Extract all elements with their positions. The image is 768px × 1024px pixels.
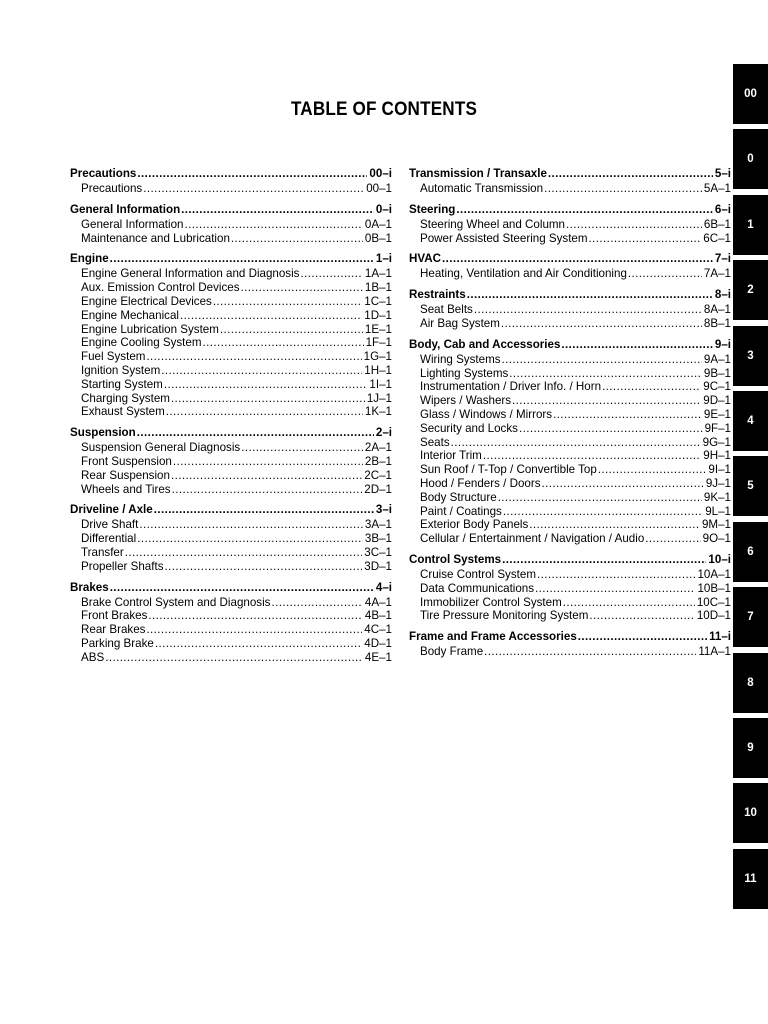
toc-item-steering-wheel-and-column[interactable] — [409, 218, 731, 232]
dot-leader — [589, 609, 694, 622]
toc-page-number: 9E–1 — [703, 407, 731, 421]
dot-leader — [171, 392, 365, 405]
toc-item-front-brakes[interactable] — [70, 609, 392, 623]
dot-leader — [512, 394, 701, 407]
section-tab-8[interactable]: 8 — [733, 653, 768, 713]
toc-section-restraints — [409, 288, 731, 331]
dot-leader — [143, 182, 364, 195]
toc-item-suspension-general-diagnosis[interactable] — [70, 441, 392, 455]
section-tab-3[interactable]: 3 — [733, 326, 768, 386]
dot-leader — [501, 317, 702, 330]
dot-leader — [165, 560, 363, 573]
toc-page-number: 9F–1 — [704, 421, 731, 435]
toc-entry-label: Lighting Systems — [420, 366, 509, 380]
toc-entry-label: Immobilizer Control System — [420, 595, 562, 609]
dot-leader — [203, 336, 364, 349]
toc-entry-label: Driveline / Axle — [70, 503, 153, 517]
toc-section-general-information — [70, 203, 392, 246]
toc-section-engine — [70, 252, 392, 419]
dot-leader — [553, 408, 702, 421]
section-tab-1[interactable]: 1 — [733, 195, 768, 255]
dot-leader — [529, 518, 700, 531]
toc-page-number: 0–i — [375, 202, 392, 216]
toc-page-number: 9I–1 — [708, 463, 731, 477]
toc-page-number: 4–i — [375, 580, 392, 594]
toc-item-cellular-entertainment-navigation-audio[interactable] — [409, 532, 731, 546]
toc-entry-label: Seat Belts — [420, 303, 473, 317]
toc-page-number: 4C–1 — [364, 623, 392, 637]
dot-leader — [241, 441, 363, 454]
toc-page-number: 1K–1 — [364, 405, 392, 419]
dot-leader — [509, 367, 702, 380]
toc-entry-label: Paint / Coatings — [420, 504, 502, 518]
toc-entry-label: Charging System — [81, 391, 170, 405]
dot-leader — [166, 405, 363, 418]
dot-leader — [148, 609, 363, 622]
dot-leader — [125, 546, 363, 559]
section-tab-2[interactable]: 2 — [733, 260, 768, 320]
dot-leader — [173, 455, 363, 468]
toc-item-ignition-system[interactable] — [70, 364, 392, 378]
toc-page-number: 1G–1 — [363, 350, 392, 364]
toc-heading-body-cab-and-accessories[interactable] — [409, 338, 731, 352]
section-tab-0[interactable]: 0 — [733, 129, 768, 189]
dot-leader — [598, 463, 707, 476]
toc-entry-label: Body Frame — [420, 645, 484, 659]
toc-entry-label: Restraints — [409, 288, 466, 302]
toc-page-number: 4A–1 — [364, 595, 392, 609]
dot-leader — [110, 252, 374, 265]
toc-entry-label: Body Structure — [420, 490, 497, 504]
toc-page-number: 2–i — [375, 426, 392, 440]
toc-right-column — [409, 167, 731, 666]
dot-leader — [220, 323, 363, 336]
toc-item-maintenance-and-lubrication[interactable] — [70, 232, 392, 246]
toc-entry-label: Wheels and Tires — [81, 482, 171, 496]
toc-item-engine-general-information-and-diagnosis[interactable] — [70, 267, 392, 281]
dot-leader — [241, 281, 363, 294]
section-tab-9[interactable]: 9 — [733, 718, 768, 778]
toc-entry-label: Tire Pressure Monitoring System — [420, 609, 589, 623]
toc-page-number: 3C–1 — [364, 545, 392, 559]
toc-entry-label: Engine Electrical Devices — [81, 294, 212, 308]
toc-item-general-information[interactable] — [70, 218, 392, 232]
toc-page-number: 00–i — [369, 167, 392, 180]
toc-page-number: 3B–1 — [364, 532, 392, 546]
toc-page-number: 6B–1 — [703, 217, 731, 231]
toc-page-number: 9B–1 — [703, 366, 731, 380]
toc-entry-label: General Information — [70, 202, 181, 216]
toc-item-body-structure[interactable] — [409, 491, 731, 505]
toc-page-number: 1I–1 — [369, 377, 392, 391]
toc-entry-label: Interior Trim — [420, 449, 482, 463]
toc-page-number: 9C–1 — [703, 380, 731, 394]
toc-page-number: 00–1 — [366, 182, 392, 195]
dot-leader — [105, 651, 363, 664]
toc-page-number: 9K–1 — [703, 490, 731, 504]
toc-page-number: 11–i — [709, 630, 731, 644]
dot-leader — [146, 350, 361, 363]
toc-page-number: 1B–1 — [364, 281, 392, 295]
toc-entry-label: Fuel System — [81, 350, 146, 364]
toc-heading-hvac[interactable] — [409, 252, 731, 266]
toc-heading-general-information[interactable] — [70, 203, 392, 217]
toc-item-immobilizer-control-system[interactable] — [409, 596, 731, 610]
toc-entry-label: Aux. Emission Control Devices — [81, 281, 240, 295]
toc-entry-label: Hood / Fenders / Doors — [420, 476, 541, 490]
toc-item-fuel-system[interactable] — [70, 350, 392, 364]
toc-page-number: 1–i — [375, 252, 392, 266]
section-tab-4[interactable]: 4 — [733, 391, 768, 451]
toc-entry-label: Precautions — [70, 167, 137, 180]
toc-section-frame-and-frame-accessories — [409, 630, 731, 659]
toc-page-number: 8B–1 — [703, 316, 731, 330]
toc-entry-label: Differential — [81, 532, 137, 546]
toc-item-seat-belts[interactable] — [409, 303, 731, 317]
dot-leader — [498, 491, 702, 504]
toc-page-number: 8A–1 — [703, 303, 731, 317]
dot-leader — [537, 568, 695, 581]
toc-item-wiring-systems[interactable] — [409, 353, 731, 367]
dot-leader — [602, 380, 701, 393]
toc-item-rear-suspension[interactable] — [70, 469, 392, 483]
toc-entry-label: Propeller Shafts — [81, 559, 164, 573]
toc-item-air-bag-system[interactable] — [409, 317, 731, 331]
toc-entry-label: Suspension General Diagnosis — [81, 441, 241, 455]
toc-section-driveline-axle — [70, 503, 392, 573]
page-title: TABLE OF CONTENTS — [290, 99, 478, 120]
toc-item-wheels-and-tires[interactable] — [70, 483, 392, 497]
toc-heading-brakes[interactable] — [70, 581, 392, 595]
toc-entry-label: Engine Lubrication System — [81, 322, 219, 336]
toc-item-body-frame[interactable] — [409, 645, 731, 659]
toc-item-rear-brakes[interactable] — [70, 623, 392, 637]
toc-item-data-communications[interactable] — [409, 582, 731, 596]
toc-entry-label: Exterior Body Panels — [420, 518, 529, 532]
toc-page-number: 8–i — [714, 288, 731, 302]
toc-item-front-suspension[interactable] — [70, 455, 392, 469]
dot-leader — [561, 338, 712, 351]
toc-entry-label: Ignition System — [81, 363, 161, 377]
dot-leader — [456, 203, 712, 216]
dot-leader — [502, 553, 706, 566]
dot-leader — [271, 596, 362, 609]
dot-leader — [442, 252, 713, 265]
toc-item-engine-mechanical[interactable] — [70, 309, 392, 323]
toc-item-precautions[interactable] — [70, 182, 392, 196]
dot-leader — [578, 630, 707, 643]
toc-page-number: 4B–1 — [364, 609, 392, 623]
toc-entry-label: Starting System — [81, 377, 163, 391]
toc-entry-label: Cruise Control System — [420, 567, 536, 581]
toc-page-number: 11A–1 — [698, 645, 731, 659]
dot-leader — [231, 232, 363, 245]
toc-entry-label: Sun Roof / T-Top / Convertible Top — [420, 463, 597, 477]
toc-heading-suspension[interactable] — [70, 426, 392, 440]
dot-leader — [181, 203, 374, 216]
toc-entry-label: Wipers / Washers — [420, 394, 512, 408]
toc-page-number: 9O–1 — [702, 532, 731, 546]
toc-page-number: 9A–1 — [703, 352, 731, 366]
toc-page-number: 10B–1 — [697, 581, 731, 595]
toc-page-number: 4D–1 — [364, 636, 392, 650]
toc-entry-label: Exhaust System — [81, 405, 165, 419]
dot-leader — [589, 232, 702, 245]
toc-page-number: 1E–1 — [364, 322, 392, 336]
toc-entry-label: Precautions — [81, 182, 143, 195]
dot-leader — [502, 353, 702, 366]
toc-entry-label: Data Communications — [420, 581, 535, 595]
toc-entry-label: Maintenance and Lubrication — [81, 231, 230, 245]
dot-leader — [548, 167, 713, 180]
dot-leader — [484, 645, 696, 658]
toc-entry-label: Frame and Frame Accessories — [409, 630, 577, 644]
toc-entry-label: Automatic Transmission — [420, 182, 544, 195]
toc-item-starting-system[interactable] — [70, 378, 392, 392]
toc-heading-control-systems[interactable] — [409, 553, 731, 567]
toc-page-number: 9J–1 — [705, 476, 731, 490]
toc-item-engine-lubrication-system[interactable] — [70, 323, 392, 337]
toc-page-number: 3–i — [375, 503, 392, 517]
toc-section-hvac — [409, 252, 731, 281]
toc-entry-label: Body, Cab and Accessories — [409, 337, 561, 351]
dot-leader — [467, 288, 713, 301]
toc-entry-label: Instrumentation / Driver Info. / Horn — [420, 380, 602, 394]
dot-leader — [137, 167, 367, 180]
toc-entry-label: Front Brakes — [81, 609, 148, 623]
toc-page-number: 7–i — [714, 252, 731, 266]
dot-leader — [628, 267, 702, 280]
section-tab-10[interactable]: 10 — [733, 783, 768, 843]
toc-page-number: 9G–1 — [702, 435, 731, 449]
toc-page-number: 9L–1 — [705, 504, 731, 518]
toc-section-brakes — [70, 581, 392, 665]
toc-item-automatic-transmission[interactable] — [409, 182, 731, 196]
dot-leader — [146, 623, 362, 636]
dot-leader — [184, 218, 362, 231]
toc-page-number: 9M–1 — [701, 518, 731, 532]
toc-entry-label: Transfer — [81, 545, 124, 559]
toc-heading-precautions[interactable] — [70, 167, 392, 181]
toc-entry-label: HVAC — [409, 252, 441, 266]
toc-entry-label: Parking Brake — [81, 636, 154, 650]
toc-page-number: 5–i — [714, 167, 731, 180]
section-tab-5[interactable]: 5 — [733, 456, 768, 516]
toc-page-number: 9D–1 — [703, 394, 731, 408]
dot-leader — [451, 436, 701, 449]
toc-page-number: 2A–1 — [364, 441, 392, 455]
toc-item-propeller-shafts[interactable] — [70, 560, 392, 574]
dot-leader — [542, 477, 704, 490]
toc-item-glass-windows-mirrors[interactable] — [409, 408, 731, 422]
toc-entry-label: Power Assisted Steering System — [420, 231, 588, 245]
dot-leader — [519, 422, 703, 435]
toc-left-column — [70, 167, 392, 672]
dot-leader — [180, 309, 362, 322]
toc-page-number: 0A–1 — [364, 217, 392, 231]
toc-entry-label: Brake Control System and Diagnosis — [81, 595, 271, 609]
dot-leader — [503, 505, 703, 518]
toc-entry-label: Engine Mechanical — [81, 308, 179, 322]
toc-heading-steering[interactable] — [409, 203, 731, 217]
dot-leader — [544, 182, 702, 195]
toc-entry-label: Control Systems — [409, 552, 502, 566]
toc-item-seats[interactable] — [409, 436, 731, 450]
toc-item-instrumentation-driver-info-horn[interactable] — [409, 380, 731, 394]
toc-entry-label: General Information — [81, 217, 184, 231]
dot-leader — [213, 295, 362, 308]
dot-leader — [300, 267, 362, 280]
toc-page-number: 6C–1 — [703, 231, 731, 245]
toc-page-number: 10C–1 — [696, 595, 731, 609]
toc-heading-restraints[interactable] — [409, 288, 731, 302]
toc-heading-driveline-axle[interactable] — [70, 503, 392, 517]
toc-entry-label: Security and Locks — [420, 421, 518, 435]
toc-section-transmission-transaxle — [409, 167, 731, 196]
toc-item-exhaust-system[interactable] — [70, 405, 392, 419]
toc-page-number: 2D–1 — [364, 482, 392, 496]
dot-leader — [645, 532, 700, 545]
toc-page-number: 2C–1 — [364, 468, 392, 482]
toc-page-number: 9H–1 — [703, 449, 731, 463]
toc-item-wipers-washers[interactable] — [409, 394, 731, 408]
toc-page-number: 0B–1 — [364, 231, 392, 245]
toc-item-charging-system[interactable] — [70, 392, 392, 406]
toc-page-number: 2B–1 — [364, 454, 392, 468]
toc-entry-label: ABS — [81, 650, 105, 664]
toc-heading-frame-and-frame-accessories[interactable] — [409, 630, 731, 644]
toc-entry-label: Engine — [70, 252, 109, 266]
toc-entry-label: Steering — [409, 202, 456, 216]
toc-item-parking-brake[interactable] — [70, 637, 392, 651]
toc-entry-label: Steering Wheel and Column — [420, 217, 566, 231]
toc-item-aux-emission-control-devices[interactable] — [70, 281, 392, 295]
toc-heading-engine[interactable] — [70, 252, 392, 266]
toc-entry-label: Brakes — [70, 580, 109, 594]
dot-leader — [110, 581, 374, 594]
toc-entry-label: Transmission / Transaxle — [409, 167, 547, 180]
toc-page-number: 10A–1 — [697, 567, 731, 581]
dot-leader — [535, 582, 695, 595]
dot-leader — [137, 426, 374, 439]
section-tabs — [733, 64, 768, 914]
toc-page-number: 1J–1 — [366, 391, 392, 405]
toc-page-number: 9–i — [714, 337, 731, 351]
dot-leader — [154, 503, 374, 516]
toc-item-brake-control-system-and-diagnosis[interactable] — [70, 596, 392, 610]
toc-section-steering — [409, 203, 731, 246]
toc-item-lighting-systems[interactable] — [409, 367, 731, 381]
toc-item-differential[interactable] — [70, 532, 392, 546]
toc-entry-label: Seats — [420, 435, 450, 449]
dot-leader — [172, 483, 363, 496]
section-tab-6[interactable]: 6 — [733, 522, 768, 582]
toc-page-number: 1A–1 — [364, 267, 392, 281]
toc-entry-label: Suspension — [70, 426, 136, 440]
dot-leader — [566, 218, 702, 231]
toc-section-precautions — [70, 167, 392, 196]
toc-entry-label: Cellular / Entertainment / Navigation / Audio — [420, 532, 645, 546]
dot-leader — [164, 378, 368, 391]
toc-item-abs[interactable] — [70, 651, 392, 665]
section-tab-00[interactable]: 00 — [733, 64, 768, 124]
toc-page-number: 10–i — [708, 552, 731, 566]
toc-page-number: 1H–1 — [364, 363, 392, 377]
toc-item-cruise-control-system[interactable] — [409, 568, 731, 582]
toc-page-number: 6–i — [714, 202, 731, 216]
toc-item-drive-shaft[interactable] — [70, 518, 392, 532]
toc-item-heating-ventilation-and-air-conditioning[interactable] — [409, 267, 731, 281]
dot-leader — [161, 364, 362, 377]
toc-item-transfer[interactable] — [70, 546, 392, 560]
toc-item-interior-trim[interactable] — [409, 449, 731, 463]
dot-leader — [483, 449, 701, 462]
toc-item-security-and-locks[interactable] — [409, 422, 731, 436]
section-tab-11[interactable]: 11 — [733, 849, 768, 909]
toc-item-paint-coatings[interactable] — [409, 505, 731, 519]
dot-leader — [563, 596, 695, 609]
section-tab-7[interactable]: 7 — [733, 587, 768, 647]
toc-entry-label: Heating, Ventilation and Air Conditioning — [420, 267, 627, 281]
toc-section-body-cab-and-accessories — [409, 338, 731, 546]
toc-page-number: 1C–1 — [364, 294, 392, 308]
dot-leader — [155, 637, 362, 650]
toc-entry-label: Wiring Systems — [420, 352, 501, 366]
toc-item-hood-fenders-doors[interactable] — [409, 477, 731, 491]
dot-leader — [137, 532, 363, 545]
toc-item-tire-pressure-monitoring-system[interactable] — [409, 609, 731, 623]
toc-entry-label: Engine Cooling System — [81, 336, 202, 350]
toc-page-number: 4E–1 — [364, 650, 392, 664]
toc-page-number: 5A–1 — [703, 182, 731, 195]
toc-entry-label: Glass / Windows / Mirrors — [420, 407, 553, 421]
toc-section-control-systems — [409, 553, 731, 623]
toc-page-number: 10D–1 — [696, 609, 731, 623]
toc-item-exterior-body-panels[interactable] — [409, 518, 731, 532]
toc-page-number: 7A–1 — [703, 267, 731, 281]
toc-section-suspension — [70, 426, 392, 496]
toc-item-sun-roof-t-top-convertible-top[interactable] — [409, 463, 731, 477]
toc-entry-label: Drive Shaft — [81, 518, 139, 532]
toc-page-number: 1D–1 — [364, 308, 392, 322]
toc-entry-label: Engine General Information and Diagnosis — [81, 267, 300, 281]
toc-heading-transmission-transaxle[interactable] — [409, 167, 731, 181]
toc-page-number: 3A–1 — [364, 518, 392, 532]
dot-leader — [171, 469, 362, 482]
dot-leader — [474, 303, 702, 316]
dot-leader — [139, 518, 363, 531]
toc-page-number: 1F–1 — [365, 336, 392, 350]
toc-entry-label: Air Bag System — [420, 316, 500, 330]
toc-item-engine-electrical-devices[interactable] — [70, 295, 392, 309]
toc-entry-label: Rear Suspension — [81, 468, 170, 482]
toc-entry-label: Rear Brakes — [81, 623, 146, 637]
toc-entry-label: Front Suspension — [81, 454, 172, 468]
toc-page-number: 3D–1 — [364, 559, 392, 573]
toc-item-engine-cooling-system[interactable] — [70, 336, 392, 350]
toc-item-power-assisted-steering-system[interactable] — [409, 232, 731, 246]
